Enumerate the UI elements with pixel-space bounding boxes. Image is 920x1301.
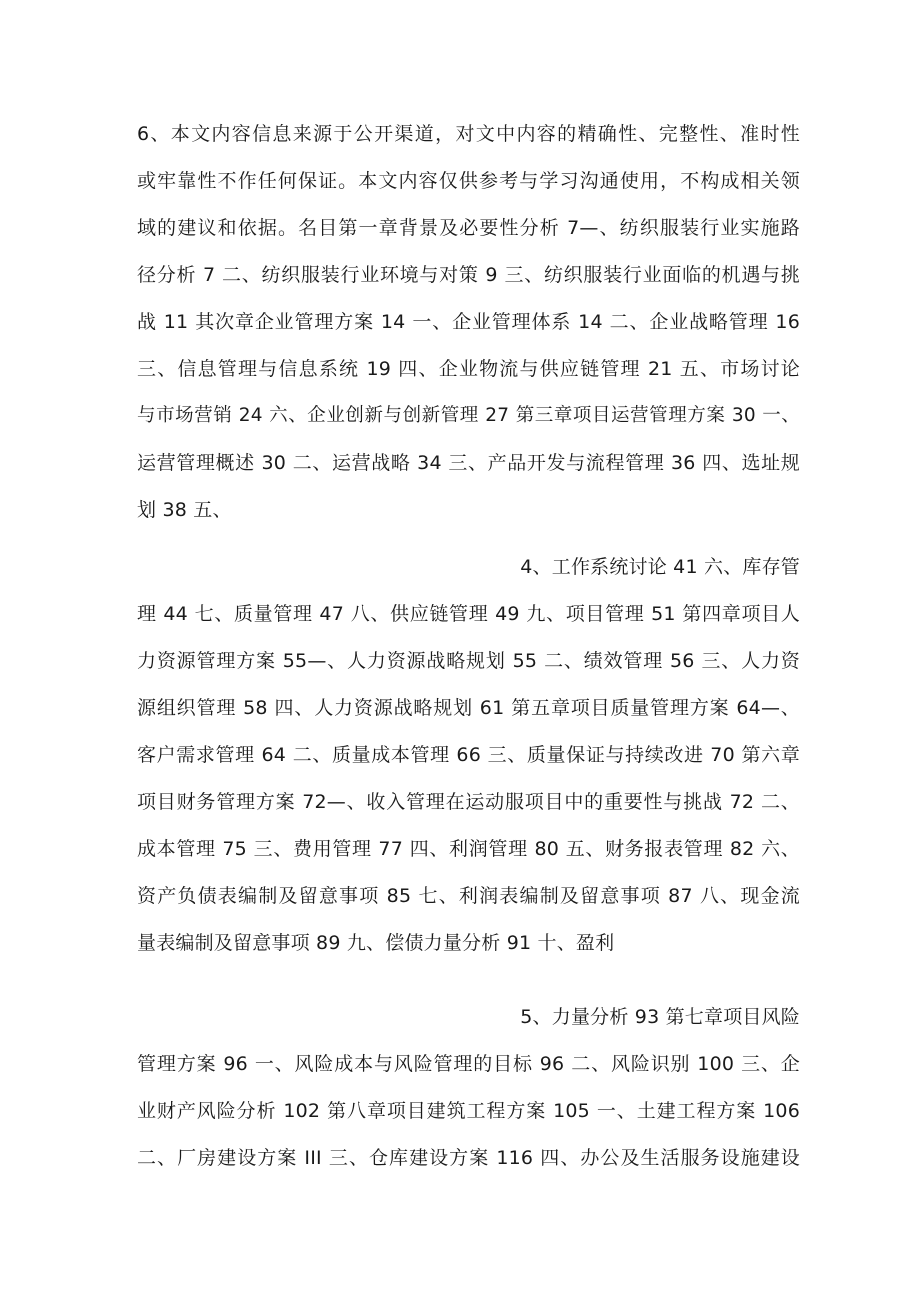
text-line: 域的建议和依据。名目第一章背景及必要性分析 7—、纺织服装行业实施路 xyxy=(137,217,800,239)
text-line: 或牢靠性不作任何保证。本文内容仅供参考与学习沟通使用，不构成相关领 xyxy=(137,170,800,192)
text-line: 战 11 其次章企业管理方案 14 一、企业管理体系 14 二、企业战略管理 16 xyxy=(137,311,800,333)
text-line: 三、信息管理与信息系统 19 四、企业物流与供应链管理 21 五、市场讨论 xyxy=(137,358,800,380)
text-line: 4、工作系统讨论 41 六、库存管 xyxy=(520,556,800,578)
text-line: 业财产风险分析 102 第八章项目建筑工程方案 105 一、土建工程方案 106 xyxy=(137,1100,800,1122)
text-line: 力资源管理方案 55—、人力资源战略规划 55 二、绩效管理 56 三、人力资 xyxy=(137,650,800,672)
text-line: 项目财务管理方案 72—、收入管理在运动服项目中的重要性与挑战 72 二、 xyxy=(137,791,800,813)
text-line: 成本管理 75 三、费用管理 77 四、利润管理 80 五、财务报表管理 82 六、 xyxy=(137,838,800,860)
text-line: 5、力量分析 93 第七章项目风险 xyxy=(520,1006,800,1028)
text-line: 划 38 五、 xyxy=(137,499,232,521)
text-line: 与市场营销 24 六、企业创新与创新管理 27 第三章项目运营管理方案 30 一、 xyxy=(137,405,800,426)
text-line: 资产负债表编制及留意事项 85 七、利润表编制及留意事项 87 八、现金流 xyxy=(137,885,800,907)
text-line: 管理方案 96 一、风险成本与风险管理的目标 96 二、风险识别 100 三、企 xyxy=(137,1053,800,1075)
text-line: 运营管理概述 30 二、运营战略 34 三、产品开发与流程管理 36 四、选址规 xyxy=(137,452,800,474)
text-line: 源组织管理 58 四、人力资源战略规划 61 第五章项目质量管理方案 64—、 xyxy=(137,697,800,719)
text-line: 二、厂房建设方案 III 三、仓库建设方案 116 四、办公及生活服务设施建设 xyxy=(137,1147,800,1169)
text-line: 径分析 7 二、纺织服装行业环境与对策 9 三、纺织服装行业面临的机遇与挑 xyxy=(137,264,800,286)
text-line: 6、本文内容信息来源于公开渠道，对文中内容的精确性、完整性、准时性 xyxy=(137,123,800,145)
text-line: 客户需求管理 64 二、质量成本管理 66 三、质量保证与持续改进 70 第六章 xyxy=(137,744,800,766)
text-line: 理 44 七、质量管理 47 八、供应链管理 49 九、项目管理 51 第四章项目人 xyxy=(137,603,800,625)
text-line: 量表编制及留意事项 89 九、偿债力量分析 91 十、盈利 xyxy=(137,932,615,954)
